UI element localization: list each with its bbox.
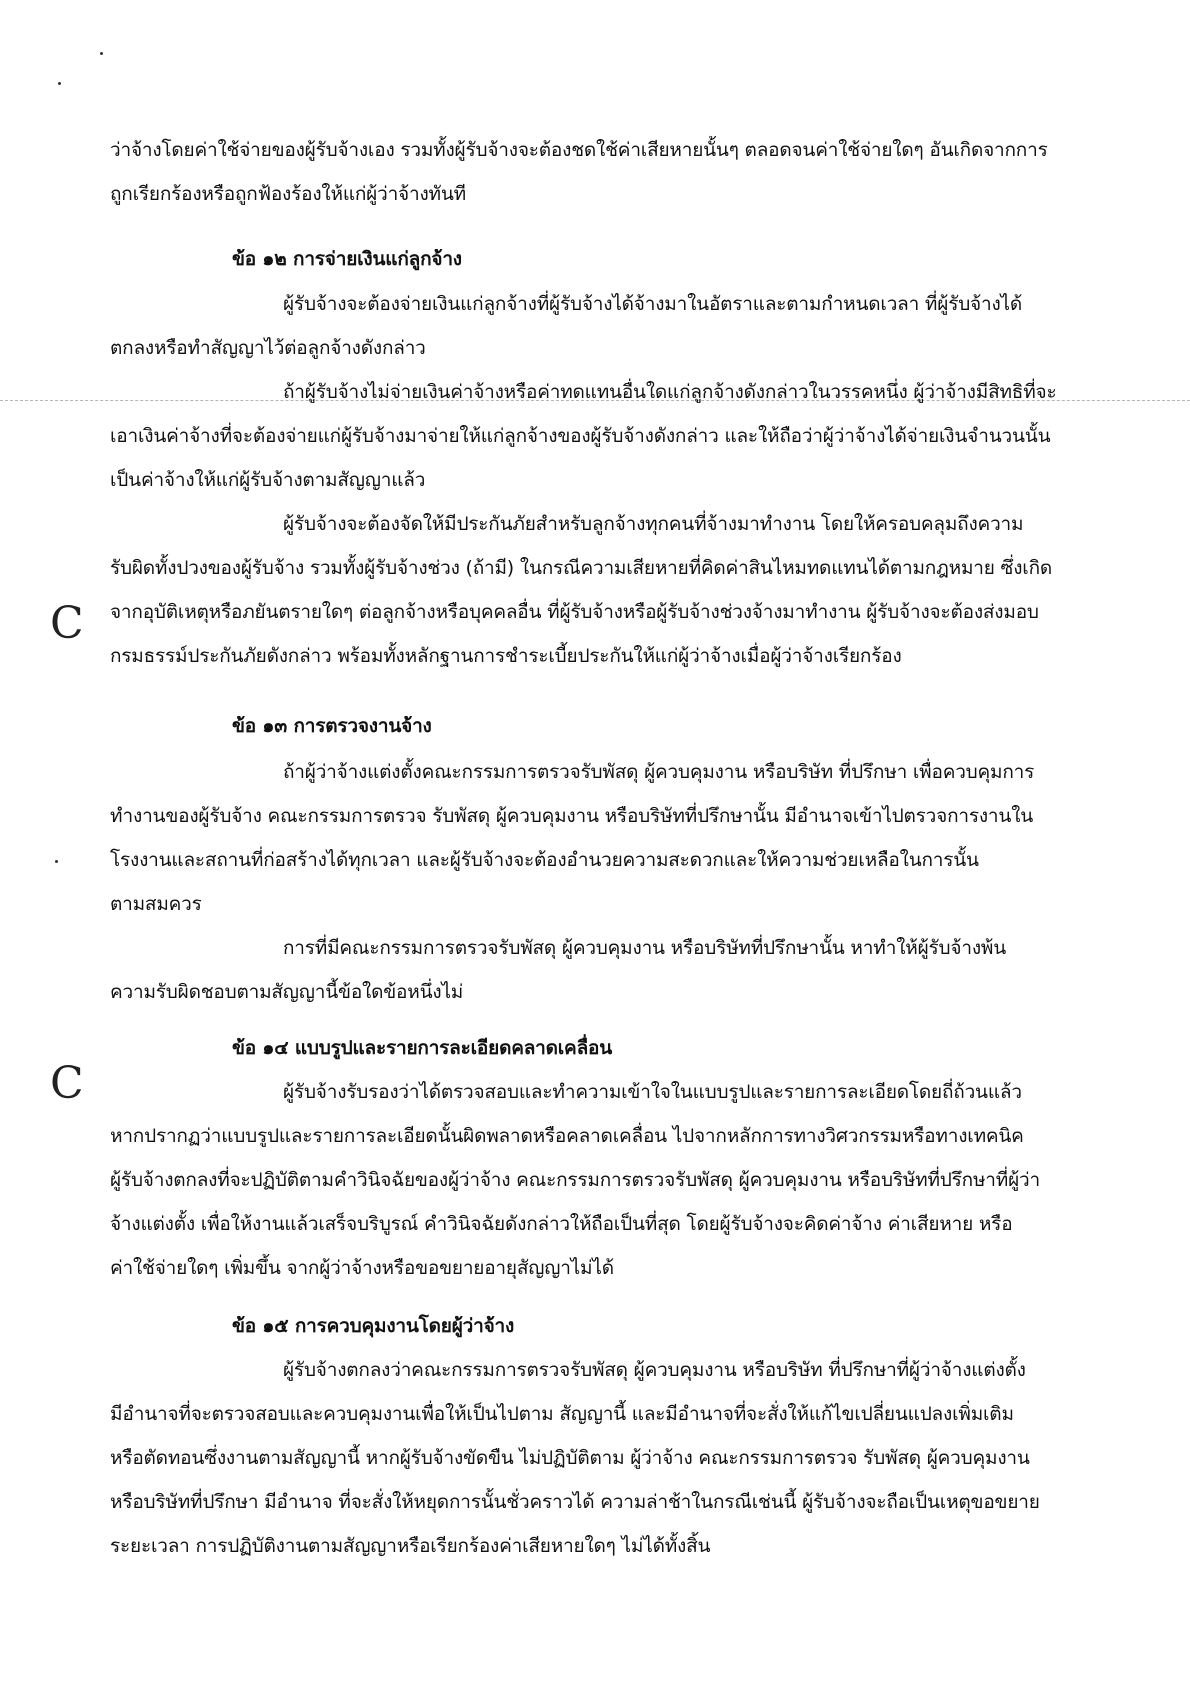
- paragraph-line: ผู้รับจ้างตกลงว่าคณะกรรมการตรวจรับพัสดุ ผู้ควบคุมงาน หรือบริษัท ที่ปรึกษาที่ผู้ว่าจ้างแต่งตั้ง: [283, 1359, 1026, 1381]
- paragraph-line: ตามสมควร: [110, 893, 202, 915]
- paragraph-line: ถูกเรียกร้องหรือถูกฟ้องร้องให้แก่ผู้ว่าจ้างทันที: [110, 183, 466, 205]
- paragraph-line: ถ้าผู้ว่าจ้างแต่งตั้งคณะกรรมการตรวจรับพัสดุ ผู้ควบคุมงาน หรือบริษัท ที่ปรึกษา เพื่อควบคุมการ: [283, 761, 1035, 783]
- clause-heading: ข้อ ๑๒ การจ่ายเงินแก่ลูกจ้าง: [232, 248, 462, 270]
- paragraph-line: ทำงานของผู้รับจ้าง คณะกรรมการตรวจ รับพัสดุ ผู้ควบคุมงาน หรือบริษัทที่ปรึกษานั้น มีอำนาจเข้าไปตรวจการงานใน: [110, 805, 1034, 827]
- punch-hole-mark: C: [50, 1058, 84, 1109]
- paragraph-line: หรือตัดทอนซึ่งงานตามสัญญานี้ หากผู้รับจ้างขัดขืน ไม่ปฏิบัติตาม ผู้ว่าจ้าง คณะกรรมการตรวจ รับพัสดุ ผู้ควบคุมงาน: [110, 1447, 1030, 1469]
- scan-speck: [100, 52, 103, 55]
- paragraph-line: ผู้รับจ้างจะต้องจัดให้มีประกันภัยสำหรับลูกจ้างทุกคนที่จ้างมาทำงาน โดยให้ครอบคลุมถึงความ: [283, 513, 1024, 535]
- paragraph-line: ระยะเวลา การปฏิบัติงานตามสัญญาหรือเรียกร้องค่าเสียหายใดๆ ไม่ได้ทั้งสิ้น: [110, 1535, 711, 1557]
- paragraph-line: ว่าจ้างโดยค่าใช้จ่ายของผู้รับจ้างเอง รวมทั้งผู้รับจ้างจะต้องชดใช้ค่าเสียหายนั้นๆ ตลอดจนค่าใช้จ่ายใดๆ อันเกิดจากการ: [110, 139, 1048, 161]
- paragraph-line: มีอำนาจที่จะตรวจสอบและควบคุมงานเพื่อให้เป็นไปตาม สัญญานี้ และมีอำนาจที่จะสั่งให้แก้ไขเปลี่ยนแปลงเพิ่มเติม: [110, 1403, 1014, 1425]
- paragraph-line: รับผิดทั้งปวงของผู้รับจ้าง รวมทั้งผู้รับจ้างช่วง (ถ้ามี) ในกรณีความเสียหายที่คิดค่าสินไหมทดแทนได้ตามกฎหมาย ซึ่งเกิด: [110, 557, 1053, 579]
- paragraph-line: ผู้รับจ้างตกลงที่จะปฏิบัติตามคำวินิจฉัยของผู้ว่าจ้าง คณะกรรมการตรวจรับพัสดุ ผู้ควบคุมงาน หรือบริษัทที่ปรึกษาที่ผู้ว่า: [110, 1169, 1040, 1191]
- paragraph-line: ผู้รับจ้างจะต้องจ่ายเงินแก่ลูกจ้างที่ผู้รับจ้างได้จ้างมาในอัตราและตามกำหนดเวลา ที่ผู้รับจ้างได้: [283, 293, 1023, 315]
- paragraph-line: จากอุบัติเหตุหรือภยันตรายใดๆ ต่อลูกจ้างหรือบุคคลอื่น ที่ผู้รับจ้างหรือผู้รับจ้างช่วงจ้างมาทำงาน ผู้รับจ้างจะต้องส่งมอบ: [110, 601, 1039, 623]
- paragraph-line: กรมธรรม์ประกันภัยดังกล่าว พร้อมทั้งหลักฐานการชำระเบี้ยประกันให้แก่ผู้ว่าจ้างเมื่อผู้ว่าจ้างเรียกร้อง: [110, 645, 902, 667]
- paragraph-line: ความรับผิดชอบตามสัญญานี้ข้อใดข้อหนึ่งไม่: [110, 981, 464, 1003]
- paragraph-line: หรือบริษัทที่ปรึกษา มีอำนาจ ที่จะสั่งให้หยุดการนั้นชั่วคราวได้ ความล่าช้าในกรณีเช่นนี้ ผู้รับจ้างจะถือเป็นเหตุขอขยาย: [110, 1491, 1040, 1513]
- clause-heading: ข้อ ๑๔ แบบรูปและรายการละเอียดคลาดเคลื่อน: [232, 1037, 613, 1059]
- paragraph-line: ผู้รับจ้างรับรองว่าได้ตรวจสอบและทำความเข้าใจในแบบรูปและรายการละเอียดโดยถี่ถ้วนแล้ว: [283, 1081, 1022, 1103]
- paragraph-line: เป็นค่าจ้างให้แก่ผู้รับจ้างตามสัญญาแล้ว: [110, 469, 426, 491]
- clause-heading: ข้อ ๑๕ การควบคุมงานโดยผู้ว่าจ้าง: [232, 1315, 515, 1337]
- paragraph-line: ตกลงหรือทำสัญญาไว้ต่อลูกจ้างดังกล่าว: [110, 337, 426, 359]
- paragraph-line: เอาเงินค่าจ้างที่จะต้องจ่ายแก่ผู้รับจ้างมาจ่ายให้แก่ลูกจ้างของผู้รับจ้างดังกล่าว และให้ถือว่าผู้ว่าจ้างได้จ่ายเงินจำนวนนั้น: [110, 425, 1051, 447]
- scan-speck: [58, 82, 61, 85]
- paragraph-line: จ้างแต่งตั้ง เพื่อให้งานแล้วเสร็จบริบูรณ์ คำวินิจฉัยดังกล่าวให้ถือเป็นที่สุด โดยผู้รับจ้างจะคิดค่าจ้าง ค่าเสียหาย หรือ: [110, 1213, 1013, 1235]
- paragraph-line: หากปรากฏว่าแบบรูปและรายการละเอียดนั้นผิดพลาดหรือคลาดเคลื่อน ไปจากหลักการทางวิศวกรรมหรือทางเทคนิค: [110, 1125, 1024, 1147]
- clause-heading: ข้อ ๑๓ การตรวจงานจ้าง: [232, 715, 432, 737]
- paragraph-line: โรงงานและสถานที่ก่อสร้างได้ทุกเวลา และผู้รับจ้างจะต้องอำนวยความสะดวกและให้ความช่วยเหลือในการนั้น: [110, 849, 979, 871]
- punch-hole-mark: C: [50, 598, 84, 649]
- paragraph-line: ค่าใช้จ่ายใดๆ เพิ่มขึ้น จากผู้ว่าจ้างหรือขอขยายอายุสัญญาไม่ได้: [110, 1257, 614, 1279]
- paragraph-line: การที่มีคณะกรรมการตรวจรับพัสดุ ผู้ควบคุมงาน หรือบริษัทที่ปรึกษานั้น หาทำให้ผู้รับจ้างพ้น: [283, 937, 1007, 959]
- scan-speck: [55, 860, 58, 863]
- paragraph-line: ถ้าผู้รับจ้างไม่จ่ายเงินค่าจ้างหรือค่าทดแทนอื่นใดแก่ลูกจ้างดังกล่าวในวรรคหนึ่ง ผู้ว่าจ้างมีสิทธิที่จะ: [283, 381, 1057, 403]
